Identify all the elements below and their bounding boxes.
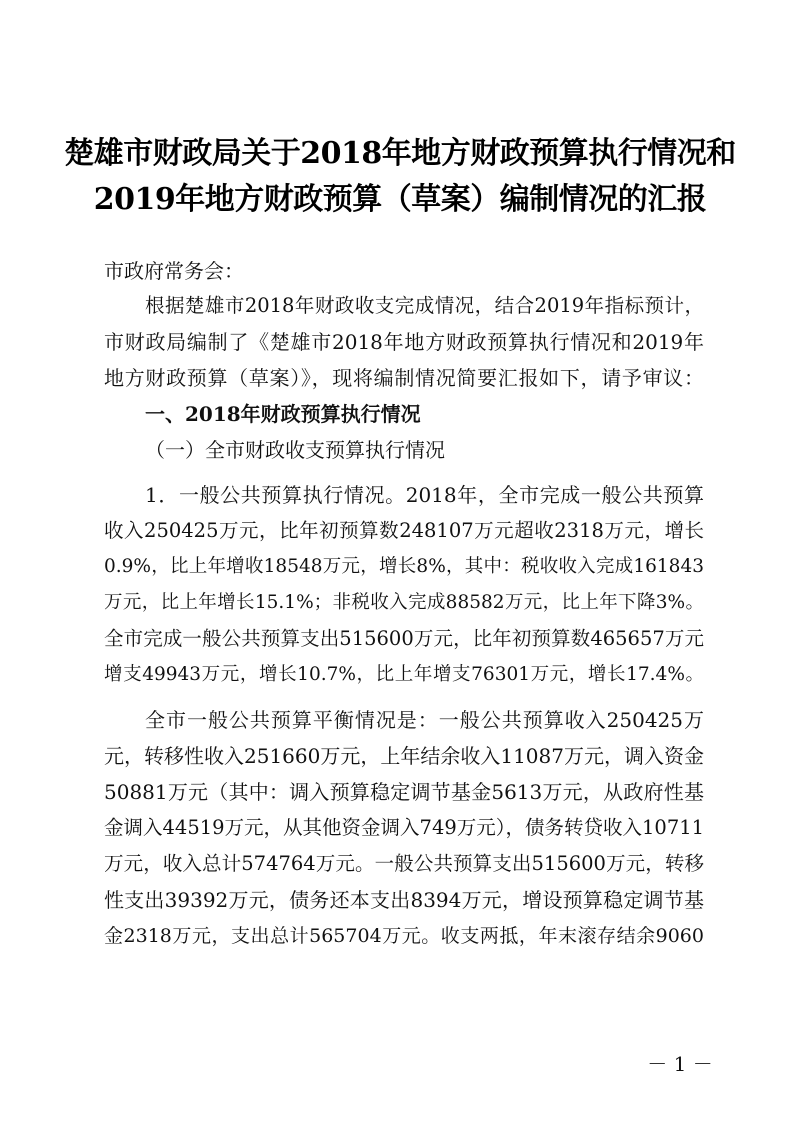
body-line: 全市完成一般公共预算支出515600万元，比年初预算数465657万元	[104, 627, 704, 650]
body-line: 性支出39392万元，债务还本支出8394万元，增设预算稳定调节基	[104, 888, 704, 912]
body-line: 万元，比上年增长15.1%；非税收入完成88582万元，比上年下降3%。	[104, 592, 704, 613]
body-line: 元，转移性收入251660万元，上年结余收入11087万元，调入资金	[104, 744, 704, 768]
body-line: 0.9%，比上年增收18548万元，增长8%，其中：税收收入完成161843	[104, 556, 704, 577]
section-heading: 一、2018年财政预算执行情况	[145, 402, 421, 426]
body-line: 金调入44519万元，从其他资金调入749万元），债务转贷收入10711	[104, 816, 705, 839]
body-line: 地方财政预算（草案）》，现将编制情况简要汇报如下，请予审议：	[104, 366, 704, 390]
body-line: 根据楚雄市2018年财政收支完成情况，结合2019年指标预计，	[145, 294, 704, 317]
body-line: 金2318万元，支出总计565704万元。收支两抵，年末滚存结余9060	[104, 925, 704, 947]
body-line: 50881万元（其中：调入预算稳定调节基金5613万元，从政府性基	[104, 780, 704, 804]
document-title-line-2: 2019年地方财政预算（草案）编制情况的汇报	[93, 182, 707, 217]
body-line: 1．一般公共预算执行情况。2018年，全市完成一般公共预算	[145, 483, 704, 507]
body-line: 增支49943万元，增长10.7%，比上年增支76301万元，增长17.4%。	[104, 664, 704, 685]
subsection-heading: （一）全市财政收支预算执行情况	[145, 438, 445, 462]
document-title-line-1: 楚雄市财政局关于2018年地方财政预算执行情况和	[64, 136, 736, 171]
body-line: 市财政局编制了《楚雄市2018年地方财政预算执行情况和2019年	[104, 330, 704, 354]
body-line: 全市一般公共预算平衡情况是：一般公共预算收入250425万	[145, 708, 704, 732]
page-number: － 1 －	[647, 1052, 713, 1076]
body-line: 收入250425万元，比年初预算数248107万元超收2318万元，增长	[104, 519, 704, 542]
salutation: 市政府常务会：	[104, 259, 244, 283]
body-line: 万元，收入总计574764万元。一般公共预算支出515600万元，转移	[104, 852, 704, 875]
